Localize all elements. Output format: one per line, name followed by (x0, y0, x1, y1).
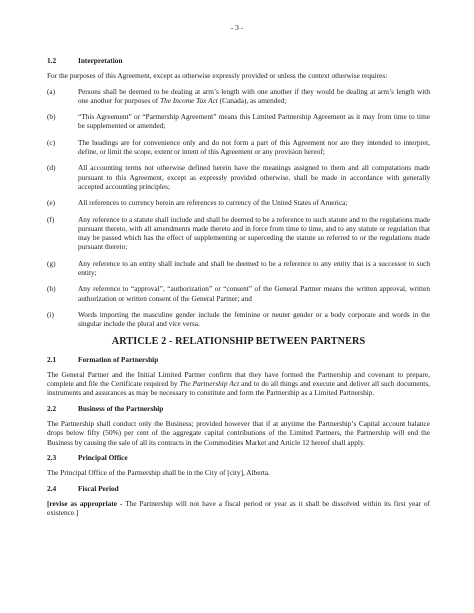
list-item-label: (a) (47, 86, 56, 96)
drafting-note: [revise as appropriate - (47, 498, 126, 508)
list-item-text: “This Agreement” or “Partnership Agreement” means this Limited Partnership Agreement as it may from time to time be supplemented or amended; (78, 112, 430, 131)
list-item-label: (d) (47, 163, 56, 173)
list-item-text: Any reference to an entity shall include and shall be deemed to be a reference to any entity that is a successor to such entity; (78, 258, 430, 278)
section-title: Principal Office (78, 452, 128, 462)
list-item-h (47, 284, 430, 303)
list-item-text: The headings are for convenience only and do not form a part of this Agreement nor are they intended to interpret, define, or limit the scope, extent or intent of this Agreement or any provision hereof; (78, 137, 430, 157)
act-title: The Partnership Act (179, 379, 240, 389)
section-number: 2.3 (47, 452, 57, 462)
section-1-2-heading (47, 56, 430, 65)
list-item-label: (e) (47, 198, 56, 208)
list-item-text: All references to currency herein are references to currency of the United States of America; (78, 198, 348, 208)
section-title: Interpretation (78, 56, 123, 65)
list-item-text: Words importing the masculine gender include the feminine or neuter gender or a body corporate and words in the singular include the plural and vice versa. (78, 309, 430, 329)
section-number: 1.2 (47, 56, 57, 65)
section-2-2-text: The Partnership shall conduct only the Business; provided however that if at anytime the Partnership’s Capital account balance drops below fifty (50%) per cent of the aggregate capital contributions of the Limited Partners, the Partnership will end the Business by causing the sale of all its contracts in the Commodities Market and Article 12 hereof shall apply. (47, 419, 430, 447)
list-item-label: (b) (47, 112, 56, 122)
section-title: Fiscal Period (78, 483, 119, 493)
section-2-1-text (47, 370, 430, 398)
section-2-3-heading (47, 453, 430, 462)
list-item-label: (f) (47, 214, 55, 224)
list-item-label: (g) (47, 258, 56, 268)
list-item-label: (i) (47, 309, 54, 319)
section-title: Business of the Partnership (78, 403, 164, 413)
paragraph-text-part: The General Partner and the Initial Limited Partner confirm that they have formed the Partnership and covenant to prepare, complete and file the Certificate required by (47, 369, 430, 389)
act-title: The Income Tax Act (160, 95, 218, 105)
list-item-text: Any reference to “approval”, “authorization” or “consent” of the General Partner means the written approval, written authorization or written consent of the General Partner; and (78, 284, 430, 303)
section-title: Formation of Partnership (78, 354, 159, 364)
list-item-text (78, 87, 430, 106)
list-item-text: Any reference to a statute shall include and shall be deemed to be a reference to such statute and to the regulations made pursuant thereto, with all amendments made thereto and in force from time to time, and to any statute or regulation that may be passed which has the effect of supplementing or superceding the statute so referred to or the regulations made pursuant thereto; (78, 214, 430, 252)
list-item-label: (c) (47, 137, 56, 147)
section-2-2-heading (47, 404, 430, 413)
list-item-text-part: (Canada), as amended; (217, 95, 287, 105)
paragraph-text-part: and to do all things and execute and deliver all such documents, instruments and assurances as may be necessary to constitute and form the Partnership as a Limited Partnership. (47, 379, 430, 398)
list-item-f (47, 215, 430, 252)
list-item-g (47, 259, 430, 278)
article-2-heading: ARTICLE 2 - RELATIONSHIP BETWEEN PARTNERS (111, 335, 366, 347)
list-item-text-part: Persons shall be deemed to be dealing at arm’s length with one another if they would be dealing at arm’s length with one another for purposes of (78, 86, 430, 105)
page-number: - 3 - (230, 23, 244, 32)
section-2-3-text: The Principal Office of the Partnership shall be in the City of [city], Alberta. (47, 468, 270, 478)
section-2-4-text (47, 499, 430, 518)
list-item-e (47, 198, 430, 207)
list-item-label: (h) (47, 284, 56, 294)
list-item-text: All accounting terms not otherwise defined herein have the meanings assigned to them and all computations made pursuant to this Agreement, except as expressly provided otherwise, shall be made in accordance with generally accepted accounting principles; (78, 163, 430, 191)
list-item-c (47, 138, 430, 157)
section-2-1-heading (47, 355, 430, 364)
list-item-i (47, 310, 430, 329)
section-number: 2.2 (47, 403, 57, 413)
list-item-a (47, 87, 430, 106)
section-number: 2.4 (47, 483, 57, 493)
section-1-2-intro: For the purposes of this Agreement, except as otherwise expressly provided or unless the context otherwise requires: (47, 71, 388, 81)
list-item-d (47, 163, 430, 191)
paragraph-text-part: The Partnership will not have a fiscal period or year as it shall be dissolved within its first year of existence.] (47, 498, 430, 518)
document-body (47, 56, 430, 523)
section-2-4-heading (47, 484, 430, 493)
section-number: 2.1 (47, 354, 57, 364)
list-item-b (47, 112, 430, 131)
